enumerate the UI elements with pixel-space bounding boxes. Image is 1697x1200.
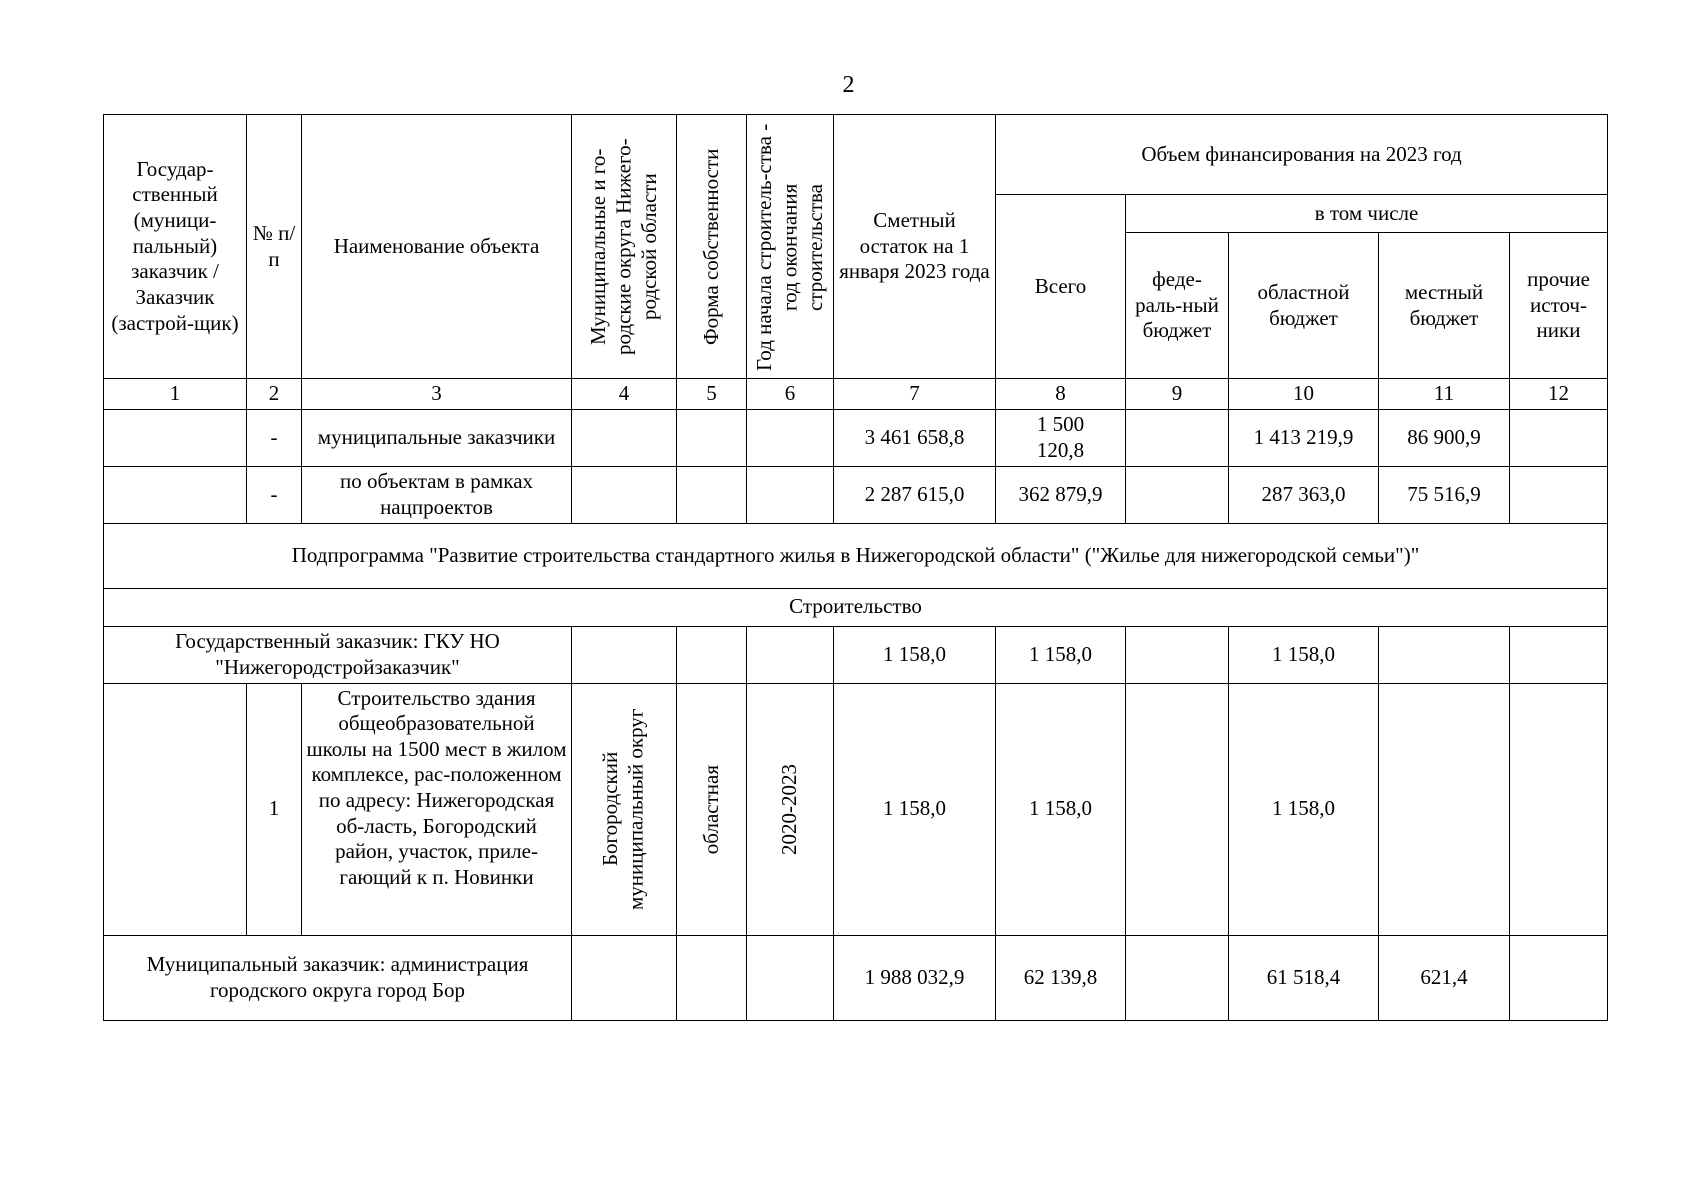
column-number: 3 bbox=[302, 379, 572, 410]
years-cell bbox=[747, 466, 834, 523]
section-title: Строительство bbox=[104, 588, 1608, 626]
local-value: 75 516,9 bbox=[1379, 466, 1510, 523]
ownership-cell bbox=[677, 935, 747, 1020]
years-text: 2020-2023 bbox=[777, 763, 802, 855]
municipality-cell bbox=[572, 466, 677, 523]
header-row-1 bbox=[104, 115, 1608, 195]
column-number: 7 bbox=[834, 379, 996, 410]
estimate-value: 3 461 658,8 bbox=[834, 409, 996, 466]
header-estimate: Сметный остаток на 1 января 2023 года bbox=[834, 115, 996, 379]
total-value: 1 158,0 bbox=[996, 683, 1126, 935]
total-value: 1 500 120,8 bbox=[996, 409, 1126, 466]
header-municipality-text: Муниципальные и го-родские округа Нижего-родской области bbox=[585, 138, 661, 355]
ownership-cell bbox=[677, 409, 747, 466]
federal-value bbox=[1126, 466, 1229, 523]
header-local: местный бюджет bbox=[1379, 233, 1510, 379]
total-value: 362 879,9 bbox=[996, 466, 1126, 523]
years-cell bbox=[747, 409, 834, 466]
financing-table bbox=[103, 114, 1608, 1021]
column-number: 2 bbox=[247, 379, 302, 410]
row-number: - bbox=[247, 409, 302, 466]
table-row bbox=[104, 409, 1608, 466]
customer-cell bbox=[104, 409, 247, 466]
column-number: 11 bbox=[1379, 379, 1510, 410]
estimate-value: 1 988 032,9 bbox=[834, 935, 996, 1020]
subprogram-row bbox=[104, 523, 1608, 588]
other-value bbox=[1510, 626, 1608, 683]
column-number: 6 bbox=[747, 379, 834, 410]
row-number: 1 bbox=[247, 683, 302, 935]
federal-value bbox=[1126, 935, 1229, 1020]
column-number: 4 bbox=[572, 379, 677, 410]
header-total: Всего bbox=[996, 195, 1126, 379]
municipality-text: Богородский муниципальный округ bbox=[598, 708, 648, 910]
state-customer-row bbox=[104, 626, 1608, 683]
municipality-cell bbox=[572, 935, 677, 1020]
local-value bbox=[1379, 683, 1510, 935]
municipality-cell bbox=[572, 409, 677, 466]
other-value bbox=[1510, 683, 1608, 935]
other-value bbox=[1510, 409, 1608, 466]
years-cell bbox=[747, 935, 834, 1020]
section-row bbox=[104, 588, 1608, 626]
municipal-customer-label: Муниципальный заказчик: администрация городского округа город Бор bbox=[104, 935, 572, 1020]
header-ownership bbox=[677, 115, 747, 379]
object-name: муниципальные заказчики bbox=[302, 409, 572, 466]
subprogram-title: Подпрограмма "Развитие строительства стандартного жилья в Нижегородской области" ("Жилье для нижегородской семьи")" bbox=[104, 523, 1608, 588]
ownership-cell bbox=[677, 683, 747, 935]
header-federal: феде-раль-ный бюджет bbox=[1126, 233, 1229, 379]
local-value bbox=[1379, 626, 1510, 683]
federal-value bbox=[1126, 626, 1229, 683]
header-years bbox=[747, 115, 834, 379]
total-value: 1 158,0 bbox=[996, 626, 1126, 683]
header-municipality bbox=[572, 115, 677, 379]
page-number: 2 bbox=[842, 72, 855, 98]
column-number: 5 bbox=[677, 379, 747, 410]
column-number: 10 bbox=[1229, 379, 1379, 410]
customer-cell bbox=[104, 466, 247, 523]
header-years-text: Год начала строитель-ства - год окончания строительства bbox=[751, 122, 827, 371]
header-object-name: Наименование объекта bbox=[302, 115, 572, 379]
other-value bbox=[1510, 466, 1608, 523]
regional-value: 1 158,0 bbox=[1229, 626, 1379, 683]
municipal-customer-row bbox=[104, 935, 1608, 1020]
column-number: 9 bbox=[1126, 379, 1229, 410]
header-regional: областной бюджет bbox=[1229, 233, 1379, 379]
local-value: 621,4 bbox=[1379, 935, 1510, 1020]
other-value bbox=[1510, 935, 1608, 1020]
table-row bbox=[104, 466, 1608, 523]
school-row bbox=[104, 683, 1608, 935]
total-value: 62 139,8 bbox=[996, 935, 1126, 1020]
municipality-cell bbox=[572, 626, 677, 683]
estimate-value: 2 287 615,0 bbox=[834, 466, 996, 523]
column-numbers-row bbox=[104, 379, 1608, 410]
estimate-value: 1 158,0 bbox=[834, 683, 996, 935]
header-number: № п/п bbox=[247, 115, 302, 379]
years-cell bbox=[747, 626, 834, 683]
ownership-text: областная bbox=[698, 764, 723, 854]
estimate-value: 1 158,0 bbox=[834, 626, 996, 683]
header-financing: Объем финансирования на 2023 год bbox=[996, 115, 1608, 195]
state-customer-label: Государственный заказчик: ГКУ НО "Нижегородстройзаказчик" bbox=[104, 626, 572, 683]
header-ownership-text: Форма собственности bbox=[698, 148, 723, 345]
object-name: по объектам в рамках нацпроектов bbox=[302, 466, 572, 523]
column-number: 8 bbox=[996, 379, 1126, 410]
local-value: 86 900,9 bbox=[1379, 409, 1510, 466]
header-including: в том числе bbox=[1126, 195, 1608, 233]
column-number: 12 bbox=[1510, 379, 1608, 410]
years-cell bbox=[747, 683, 834, 935]
regional-value: 1 413 219,9 bbox=[1229, 409, 1379, 466]
customer-cell bbox=[104, 683, 247, 935]
regional-value: 61 518,4 bbox=[1229, 935, 1379, 1020]
object-name: Строительство здания общеобразовательной школы на 1500 мест в жилом комплексе, рас-положенном по адресу: Нижегородская об-ласть, Богородский район, участок, приле-гающий к п. Новинки bbox=[302, 683, 572, 935]
ownership-cell bbox=[677, 626, 747, 683]
municipality-cell bbox=[572, 683, 677, 935]
header-other: прочие источ-ники bbox=[1510, 233, 1608, 379]
federal-value bbox=[1126, 683, 1229, 935]
ownership-cell bbox=[677, 466, 747, 523]
column-number: 1 bbox=[104, 379, 247, 410]
regional-value: 1 158,0 bbox=[1229, 683, 1379, 935]
header-customer: Государ-ственный (муници-пальный) заказчик / Заказчик (застрой-щик) bbox=[104, 115, 247, 379]
federal-value bbox=[1126, 409, 1229, 466]
regional-value: 287 363,0 bbox=[1229, 466, 1379, 523]
row-number: - bbox=[247, 466, 302, 523]
